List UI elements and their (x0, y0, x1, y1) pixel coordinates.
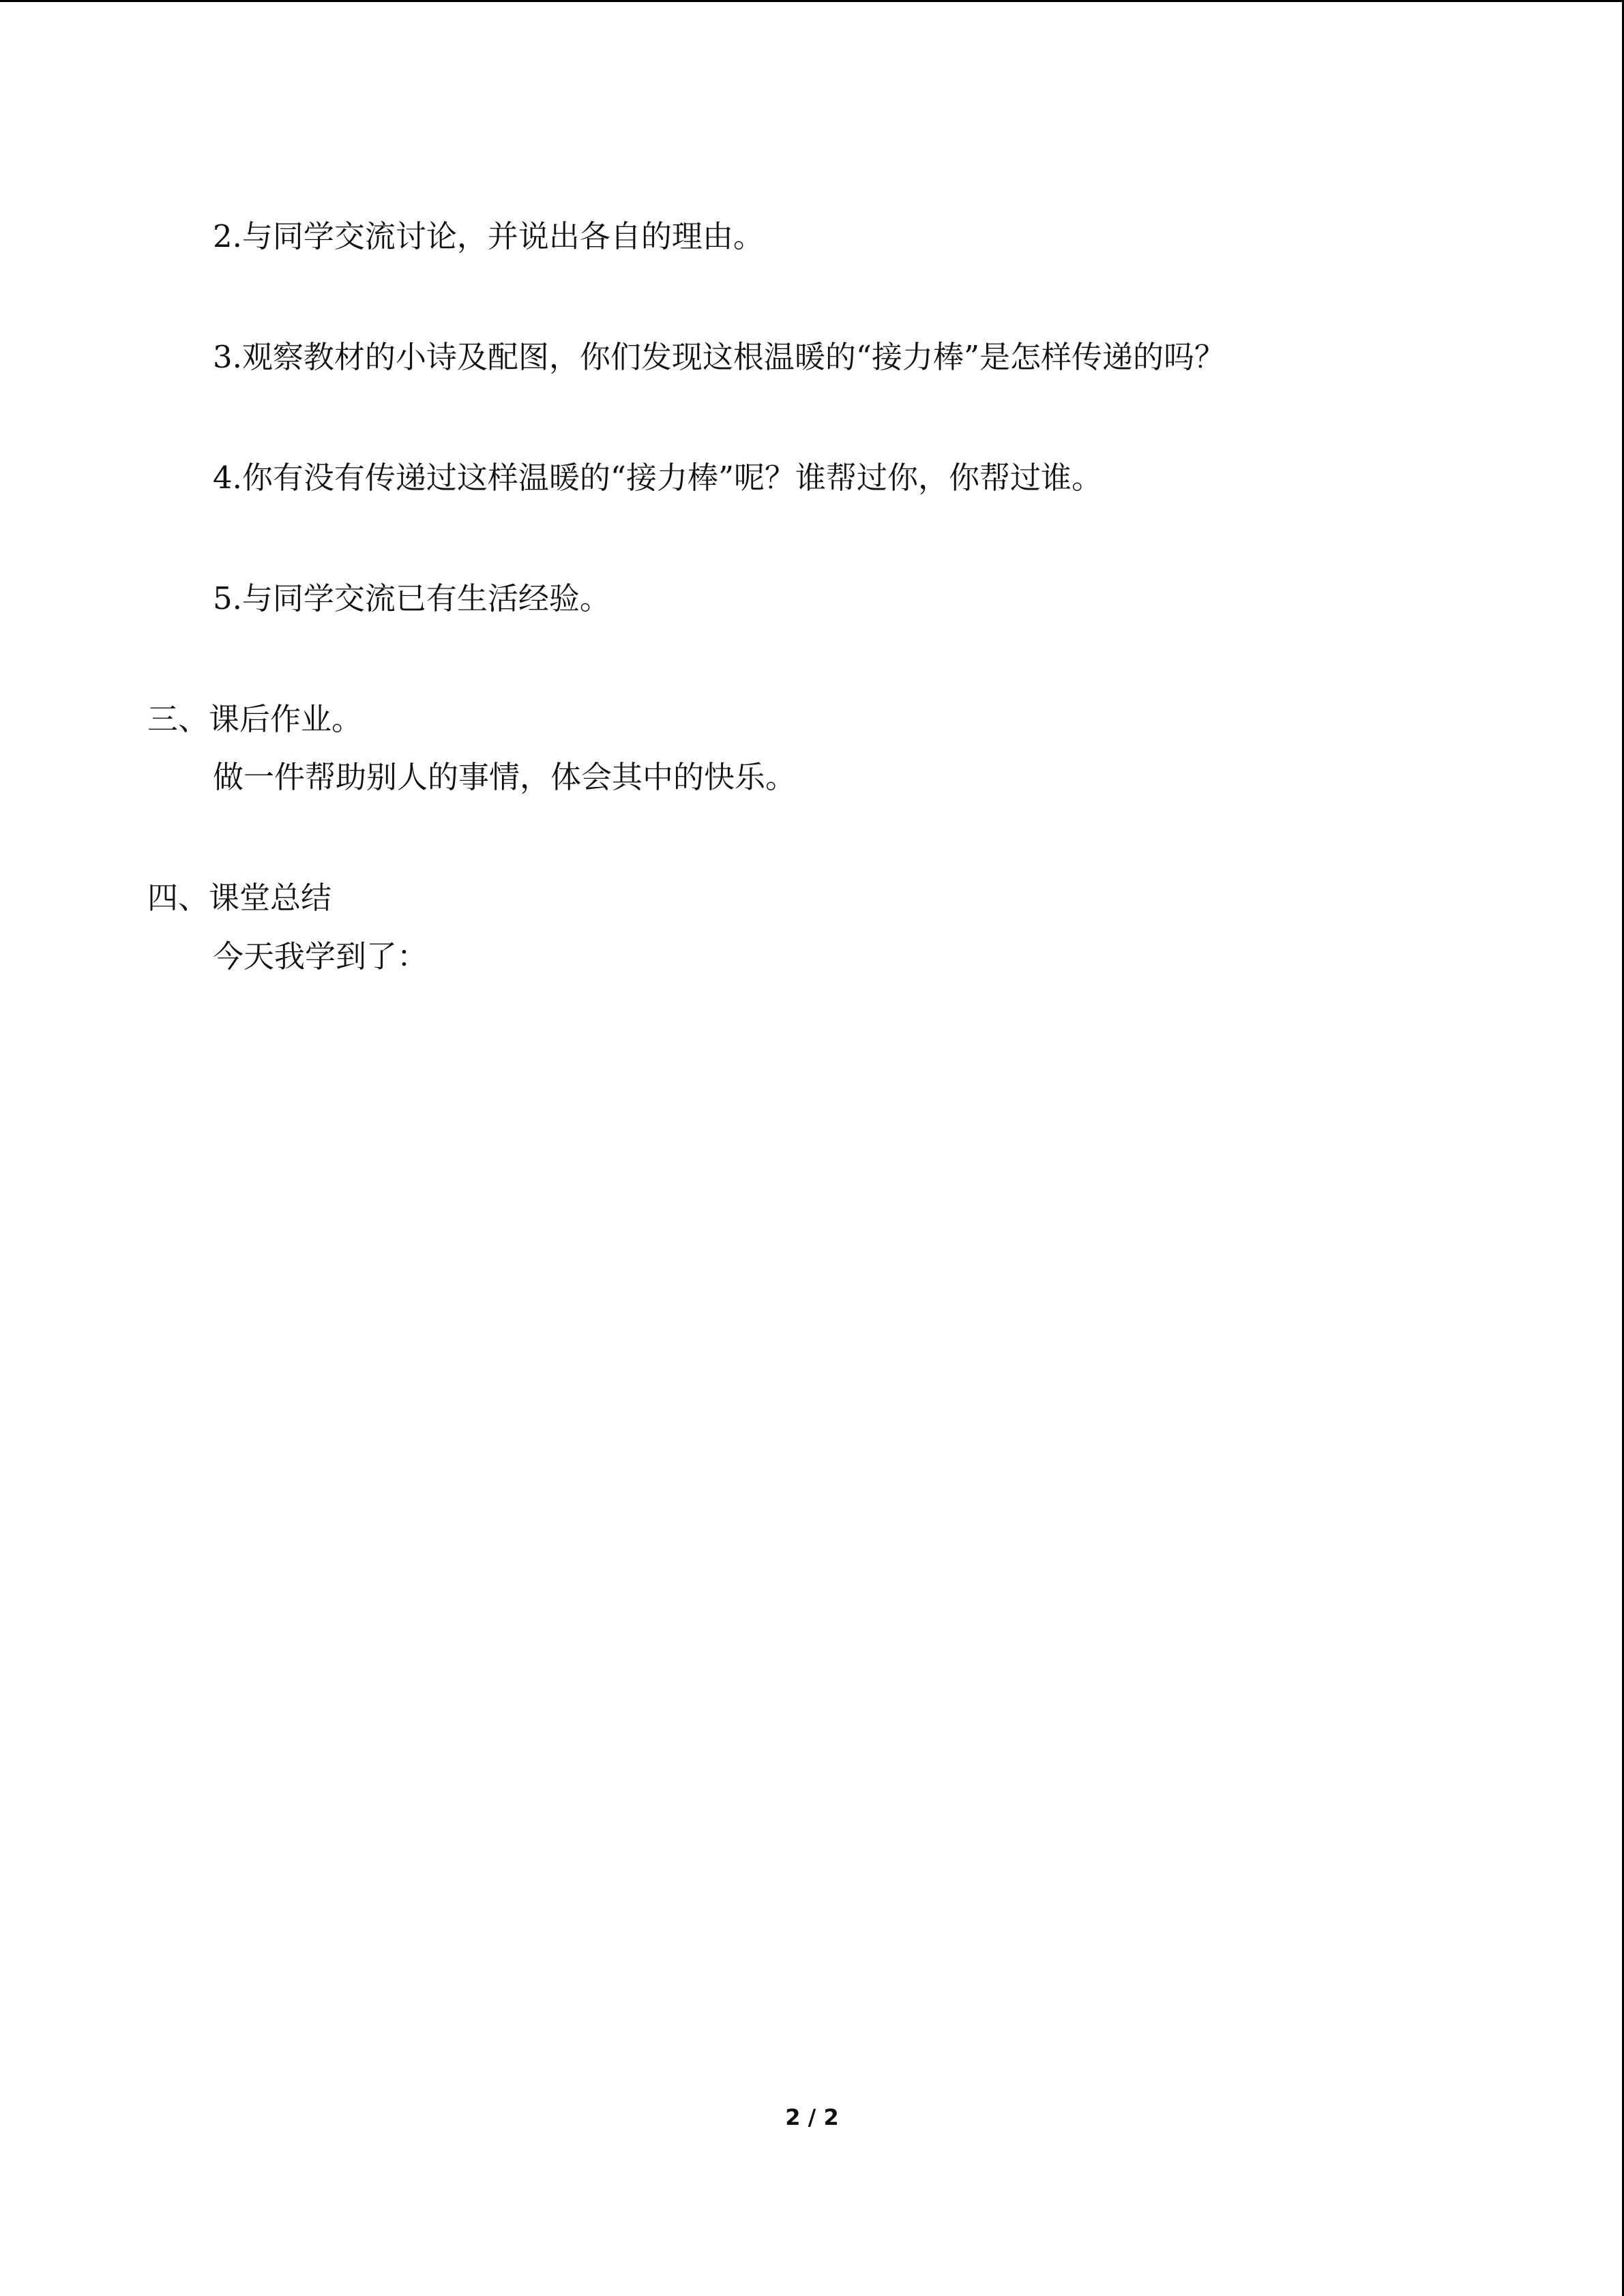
list-item: 5.与同学交流已有生活经验。 (213, 580, 610, 616)
section-heading-homework: 三、课后作业。 (147, 701, 363, 737)
homework-text: 做一件帮助别人的事情，体会其中的快乐。 (213, 759, 797, 795)
section-heading-summary: 四、课堂总结 (147, 880, 332, 916)
list-item: 2.与同学交流讨论，并说出各自的理由。 (213, 218, 764, 254)
page-number: 2 / 2 (785, 2104, 839, 2130)
list-item: 4.你有没有传递过这样温暖的“接力棒”呢？谁帮过你，你帮过谁。 (213, 460, 1102, 496)
summary-text: 今天我学到了： (213, 938, 428, 974)
list-item: 3.观察教材的小诗及配图，你们发现这根温暖的“接力棒”是怎样传递的吗？ (213, 339, 1225, 375)
